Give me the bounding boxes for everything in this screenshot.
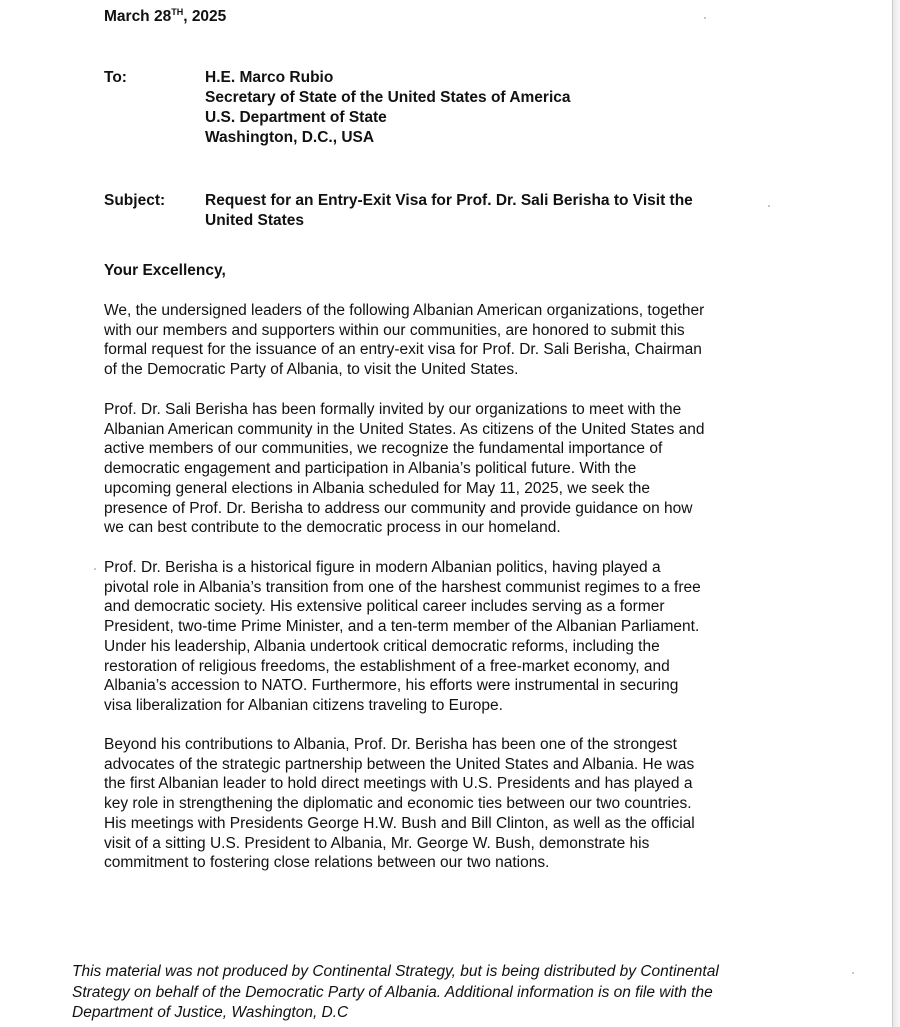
paragraph-line: His meetings with Presidents George H.W. Bush and Bill Clinton, as well as the official	[104, 814, 695, 832]
paragraph-line: presence of Prof. Dr. Berisha to address our community and provide guidance on how	[104, 499, 693, 517]
paragraph-line: Prof. Dr. Sali Berisha has been formally invited by our organizations to meet with the	[104, 401, 682, 418]
scan-speck	[704, 17, 706, 19]
paragraph-line: we can best contribute to the democratic process in our homeland.	[104, 519, 561, 537]
paragraph-4	[104, 735, 784, 873]
paragraph-line: commitment to fostering close relations between our two nations.	[104, 854, 550, 872]
recipient-department: U.S. Department of State	[205, 109, 387, 126]
paragraph-3	[104, 558, 784, 716]
paragraph-line: upcoming general elections in Albania scheduled for May 11, 2025, we seek the	[104, 479, 651, 497]
scan-speck	[768, 205, 770, 207]
paragraph-line: pivotal role in Albania’s transition from one of the harshest communist regimes to a free	[104, 578, 701, 596]
paragraph-line: Albania’s accession to NATO. Furthermore, his efforts were instrumental in securing	[104, 677, 679, 695]
paragraph-line: visit of a sitting U.S. President to Albania, Mr. George W. Bush, demonstrate his	[104, 834, 650, 852]
paragraph-line: with our members and supporters within our communities, are honored to submit this	[104, 321, 685, 339]
paragraph-line: the first Albanian leader to hold direct meetings with U.S. Presidents and has played a	[104, 775, 693, 793]
paragraph-line: restoration of religious freedoms, the establishment of a free-market economy, and	[104, 657, 670, 675]
paragraph-line: and democratic society. His extensive political career includes serving as a former	[104, 598, 665, 616]
paragraph-line: Under his leadership, Albania undertook critical democratic reforms, including the	[104, 637, 660, 655]
paragraph-line: formal request for the issuance of an entry-exit visa for Prof. Dr. Sali Berisha, Chairman	[104, 341, 702, 359]
paragraph-line: advocates of the strategic partnership between the United States and Albania. He was	[104, 755, 695, 773]
distribution-disclaimer	[72, 962, 832, 1024]
salutation: Your Excellency,	[104, 262, 226, 279]
recipient-name: H.E. Marco Rubio	[205, 69, 334, 86]
date-year: , 2025	[183, 8, 227, 25]
subject-label: Subject:	[104, 192, 166, 209]
scan-speck	[94, 568, 96, 570]
paragraph-line: We, the undersigned leaders of the following Albanian American organizations, together	[104, 302, 705, 319]
recipient-title: Secretary of State of the United States of America	[205, 89, 571, 106]
disclaimer-line: Strategy on behalf of the Democratic Party of Albania. Additional information is on file with the	[72, 983, 713, 1001]
disclaimer-line: This material was not produced by Continental Strategy, but is being distributed by Continental	[72, 963, 719, 980]
paragraph-line: visa liberalization for Albanian citizens traveling to Europe.	[104, 696, 503, 714]
paragraph-line: key role in strengthening the diplomatic and economic ties between our two countries.	[104, 795, 692, 813]
letter-date	[104, 7, 226, 27]
paragraph-line: of the Democratic Party of Albania, to visit the United States.	[104, 361, 519, 379]
paragraph-line: Beyond his contributions to Albania, Prof. Dr. Berisha has been one of the strongest	[104, 736, 677, 753]
paragraph-line: Prof. Dr. Berisha is a historical figure in modern Albanian politics, having played a	[104, 559, 661, 576]
subject-text	[205, 191, 765, 231]
date-main: March 28	[104, 8, 172, 25]
paragraph-2	[104, 400, 784, 538]
scan-speck	[852, 972, 854, 974]
subject-line: Request for an Entry-Exit Visa for Prof. Dr. Sali Berisha to Visit the	[205, 192, 693, 209]
disclaimer-line: Department of Justice, Washington, D.C	[72, 1004, 349, 1021]
page-edge-shadow	[893, 0, 900, 1027]
date-ordinal: TH	[171, 6, 184, 17]
paragraph-1	[104, 301, 784, 380]
paragraph-line: Albanian American community in the United States. As citizens of the United States and	[104, 420, 705, 438]
subject-line: United States	[205, 212, 305, 229]
recipient-block	[205, 68, 571, 148]
to-label: To:	[104, 69, 127, 86]
paragraph-line: President, two-time Prime Minister, and a ten-term member of the Albanian Parliament.	[104, 618, 700, 636]
paragraph-line: active members of our communities, we recognize the fundamental importance of	[104, 440, 663, 458]
paragraph-line: democratic engagement and participation in Albania’s political future. With the	[104, 460, 637, 478]
recipient-location: Washington, D.C., USA	[205, 129, 375, 146]
